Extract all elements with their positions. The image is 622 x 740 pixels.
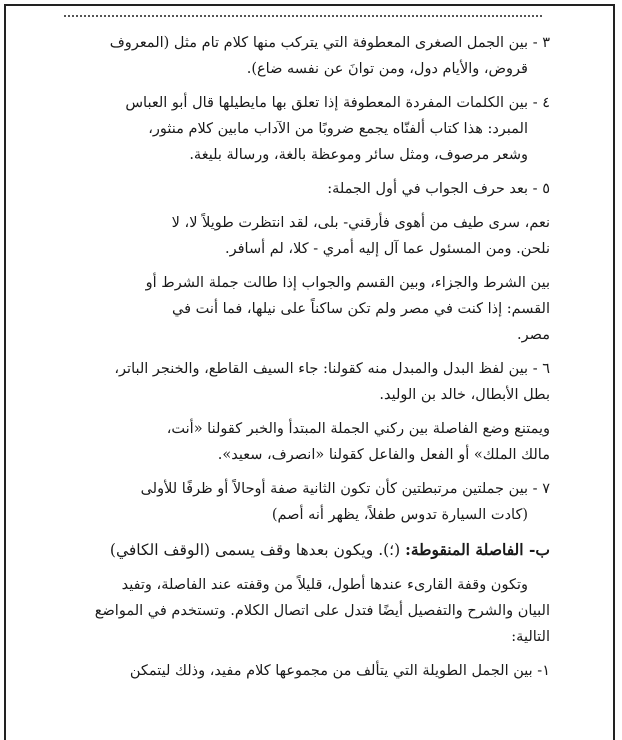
text-line: مصر.	[517, 327, 550, 343]
text-line: ٥ - بعد حرف الجواب في أول الجملة:	[327, 181, 550, 197]
text-line: ٧ - بين جملتين مرتبطتين كأن تكون الثانية صفة أوحالاً أو ظرفًا للأولى	[140, 481, 550, 497]
semicolon-paragraph	[60, 572, 550, 650]
text-line: ويمتنع وضع الفاصلة بين ركني الجملة المبتدأ والخبر كقولنا «أنت،	[166, 421, 550, 437]
section-heading-title: ب- الفاصلة المنقوطة:	[405, 540, 550, 559]
text-line: نلحن. ومن المسئول عما آل إليه أمري - كلا، لم أسافر.	[224, 241, 550, 257]
condition-paragraph	[60, 270, 550, 348]
section-heading	[60, 536, 550, 564]
list-item-3	[60, 30, 550, 82]
list-item-1	[60, 658, 550, 684]
text-line: ١- بين الجمل الطويلة التي يتألف من مجموعها كلام مفيد، وذلك ليتمكن	[129, 663, 550, 679]
text-line: المبرد: هذا كتاب ألفنّاه يجمع ضروبًا من الآداب مابين كلام منثور،	[148, 121, 528, 137]
text-line: ٦ - بين لفظ البدل والمبدل منه كقولنا: جاء السيف القاطع، والخنجر الباتر،	[114, 361, 550, 377]
text-line: التالية:	[511, 629, 550, 645]
document-body	[60, 30, 550, 684]
list-item-4	[60, 90, 550, 168]
text-line: نعم، سرى طيف من أهوى فأرقني- بلى، لقد انتظرت طويلاً لا، لا	[171, 215, 550, 231]
list-item-7	[60, 476, 550, 528]
text-line: (كادت السيارة تدوس طفلاً، يظهر أنه أصم)	[271, 507, 528, 523]
list-item-5	[60, 176, 550, 202]
text-line: وشعر مرصوف، ومثل سائر وموعظة بالغة، ورسالة بليغة.	[189, 147, 528, 163]
prohibition-paragraph	[60, 416, 550, 468]
text-line: بطل الأبطال، خالد بن الوليد.	[379, 387, 550, 403]
text-line: البيان والشرح والتفصيل أيضًا فتدل على اتصال الكلام. وتستخدم في المواضع	[94, 603, 550, 619]
text-line: ٣ - بين الجمل الصغرى المعطوفة التي يتركب منها كلام تام مثل (المعروف	[109, 35, 550, 51]
list-item-6	[60, 356, 550, 408]
section-heading-rest: (؛). ويكون بعدها وقف يسمى (الوقف الكافي)	[109, 541, 406, 559]
text-line: وتكون وقفة القارىء عندها أطول، قليلاً من وقفته عند الفاصلة، وتفيد	[121, 577, 528, 593]
example-paragraph	[60, 210, 550, 262]
text-line: قروض، والأيام دول، ومن توانَ عن نفسه ضاع).	[246, 61, 528, 77]
text-line: بين الشرط والجزاء، وبين القسم والجواب إذا طالت جملة الشرط أو	[145, 275, 550, 291]
text-line: القسم: إذا كنت في مصر ولم تكن ساكناً على نيلها، فما أنت في	[172, 301, 550, 317]
text-line: مالك الملك» أو الفعل والفاعل كقولنا «انصرف، سعيد».	[217, 447, 550, 463]
top-dotted-rule	[64, 15, 542, 17]
text-line: ٤ - بين الكلمات المفردة المعطوفة إذا تعلق بها مايطيلها قال أبو العباس	[125, 95, 550, 111]
